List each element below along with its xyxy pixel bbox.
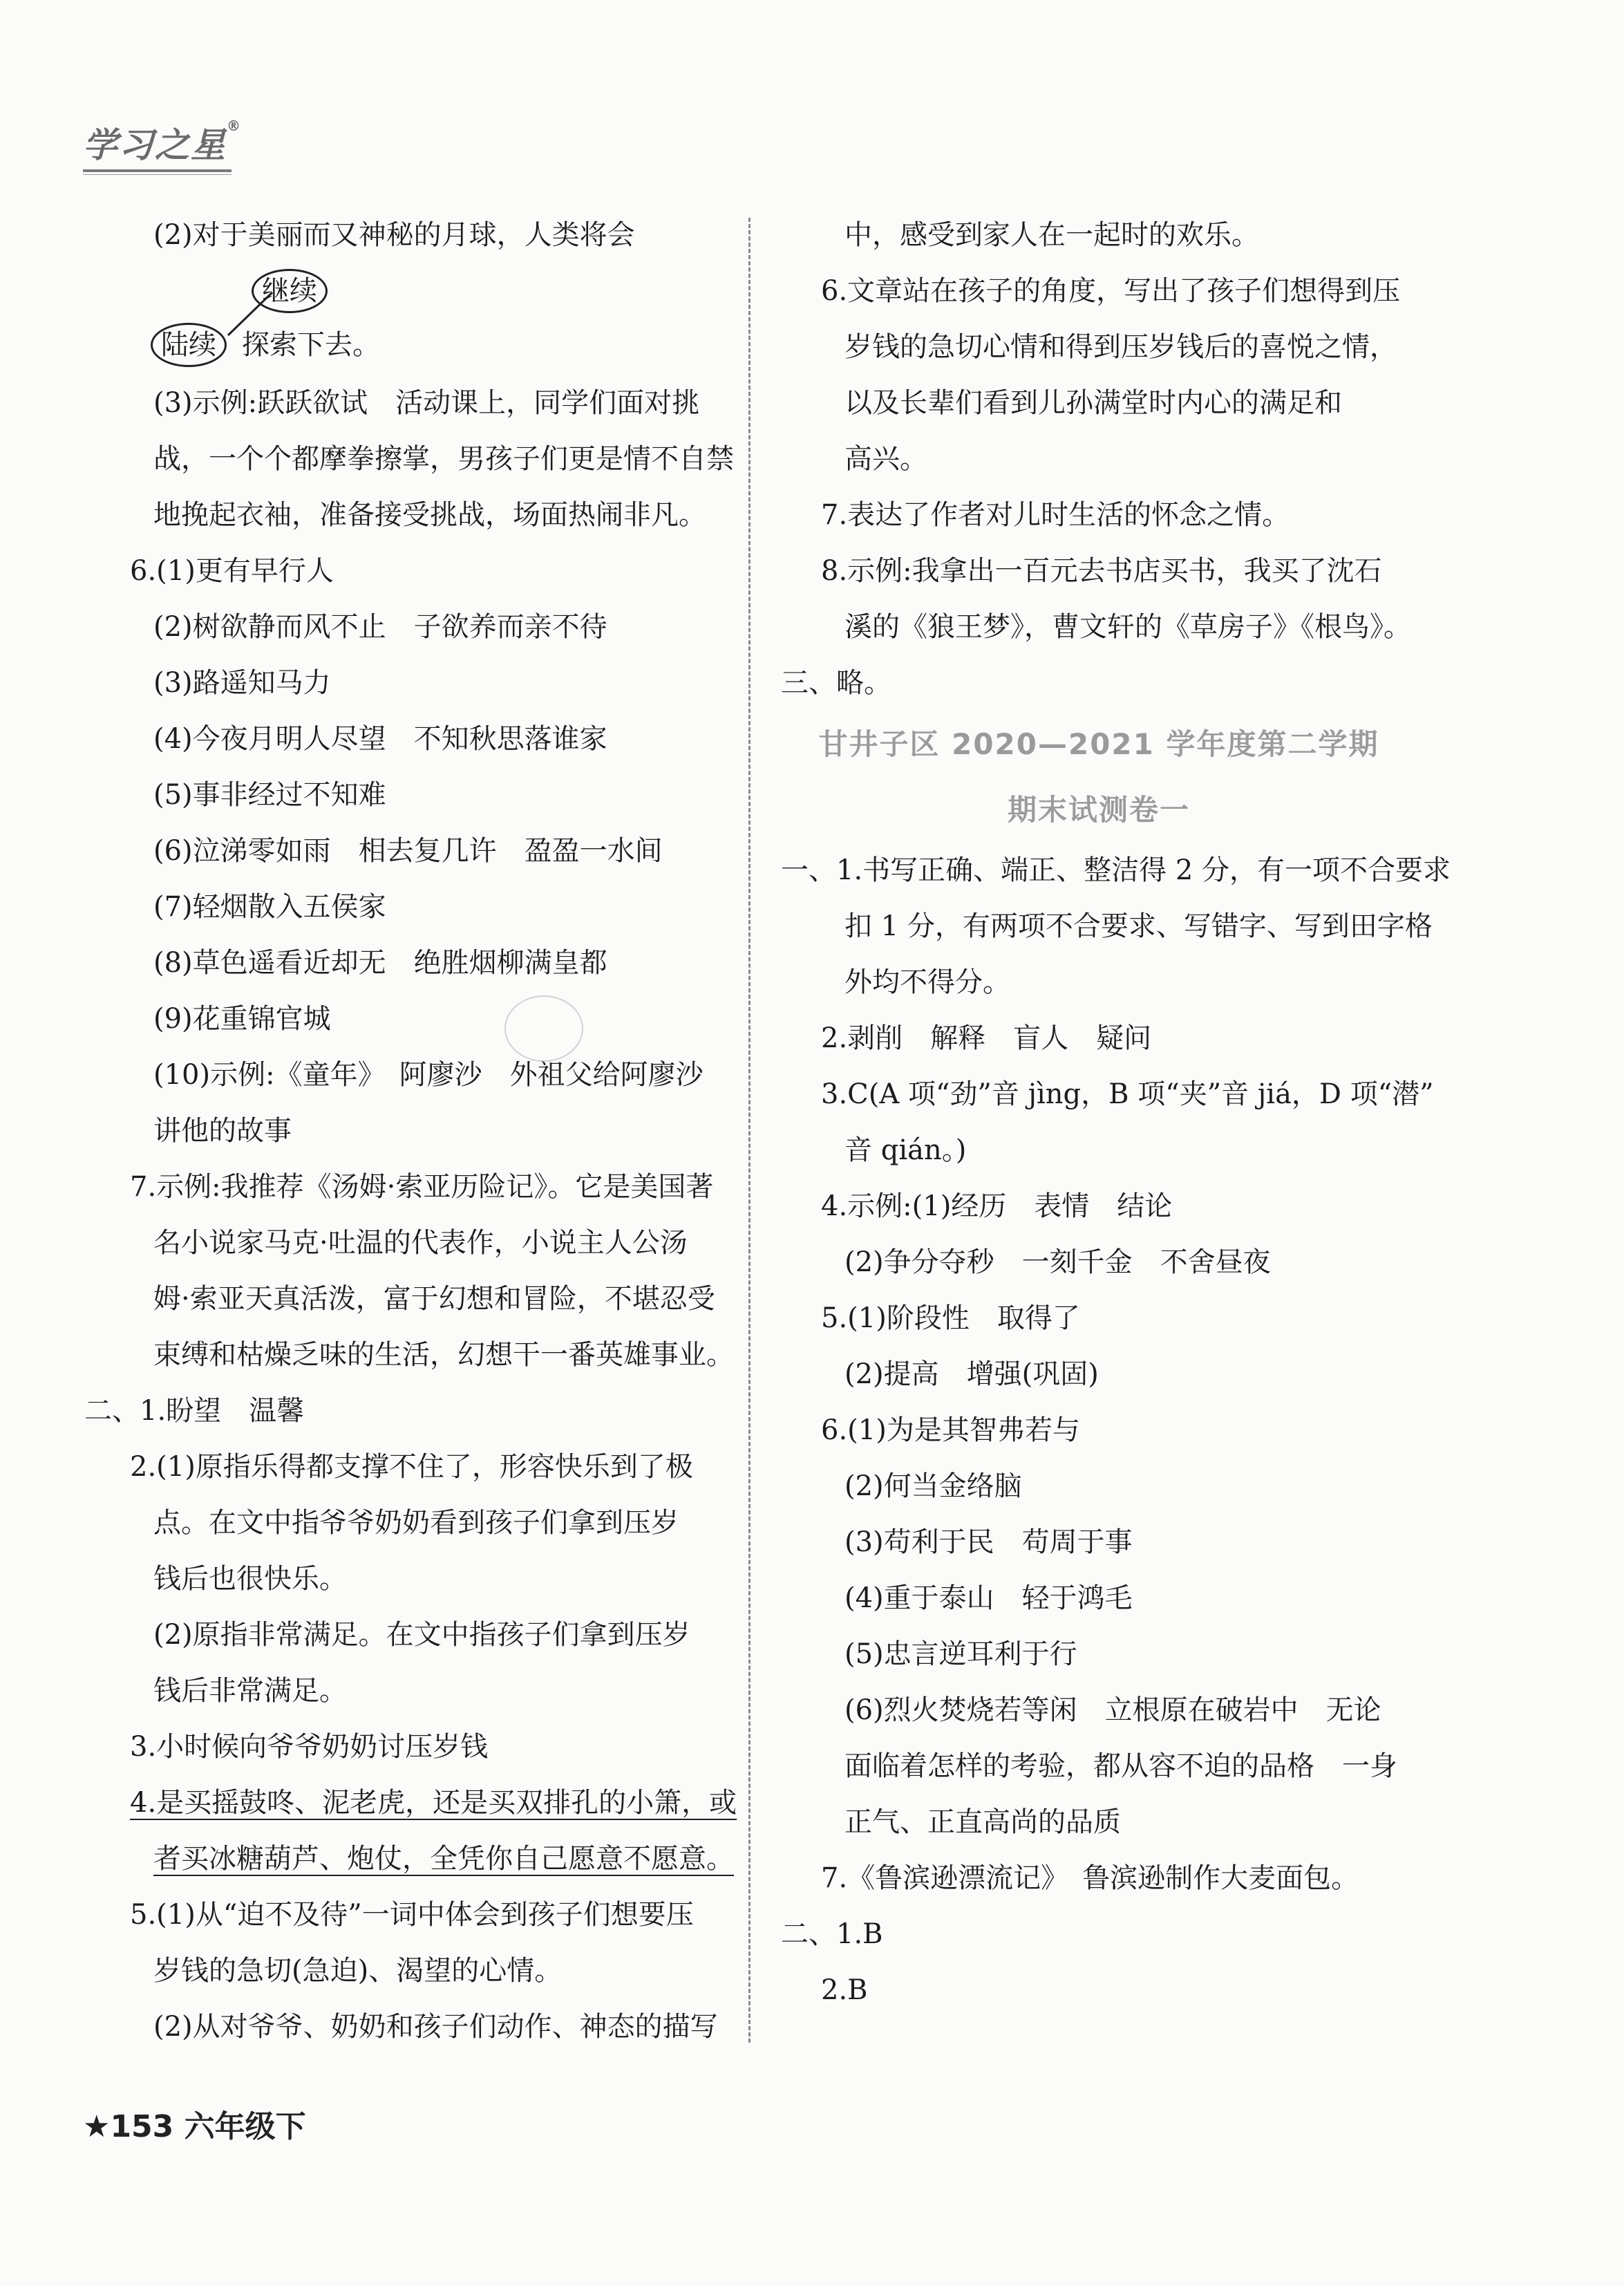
answer-line: 6.(1)更有早行人 (130, 555, 334, 587)
brand-logo: 学习之星® (83, 118, 242, 165)
answer-line: 中，感受到家人在一起时的欢乐。 (844, 219, 1259, 251)
answer-line: 7.表达了作者对儿时生活的怀念之情。 (821, 499, 1290, 531)
exam-title: 甘井子区 2020—2021 学年度第二学期 (818, 727, 1379, 761)
answer-line: 战，一个个都摩拳擦掌，男孩子们更是情不自禁 (153, 443, 734, 475)
word-choice-diagram (116, 263, 724, 375)
answer-line: 面临着怎样的考验，都从容不迫的品格 一身 (844, 1750, 1397, 1782)
answer-line: 点。在文中指爷爷奶奶看到孩子们拿到压岁 (153, 1507, 679, 1539)
answer-line: (6)烈火焚烧若等闲 立根原在破岩中 无论 (844, 1694, 1381, 1726)
answer-line: 6.(1)为是其智弗若与 (821, 1414, 1080, 1446)
section-heading: 三、略。 (781, 667, 891, 699)
answer-line: (2)争分夺秒 一刻千金 不舍昼夜 (844, 1246, 1271, 1278)
answer-line: (5)事非经过不知难 (153, 779, 386, 811)
answer-line: 讲他的故事 (153, 1115, 292, 1147)
answer-line: 5.(1)从“迫不及待”一词中体会到孩子们想要压 (130, 1899, 694, 1931)
answer-line: 钱后也很快乐。 (153, 1563, 347, 1595)
answer-line: 姆·索亚天真活泼，富于幻想和冒险，不堪忍受 (153, 1283, 715, 1315)
word-bubble-successively: 陆续 (151, 323, 227, 367)
watermark-stamp (504, 995, 583, 1062)
left-column (84, 207, 737, 2055)
answer-line: 4.示例:(1)经历 表情 结论 (821, 1190, 1173, 1222)
answer-line: (2)树欲静而风不止 子欲养而亲不待 (153, 611, 607, 643)
page-footer: ★153 六年级下 (83, 2109, 306, 2144)
underlined-answer-line: 4.是买摇鼓咚、泥老虎，还是买双排孔的小箫，或 (130, 1787, 737, 1819)
answer-line: 2.(1)原指乐得都支撑不住了，形容快乐到了极 (130, 1451, 693, 1483)
answer-line: 岁钱的急切心情和得到压岁钱后的喜悦之情， (844, 331, 1397, 363)
answer-line: (4)今夜月明人尽望 不知秋思落谁家 (153, 723, 607, 755)
answer-line: (3)苟利于民 苟周于事 (844, 1526, 1133, 1558)
answer-line: 正气、正直高尚的品质 (844, 1806, 1121, 1838)
section-heading: 二、1.B (781, 1918, 883, 1950)
answer-line: (2)对于美丽而又神秘的月球，人类将会 (153, 219, 635, 251)
answer-line: 束缚和枯燥乏味的生活，幻想干一番英雄事业。 (153, 1339, 734, 1371)
answer-line: (2)原指非常满足。在文中指孩子们拿到压岁 (153, 1619, 690, 1651)
answer-line: (2)从对爷爷、奶奶和孩子们动作、神态的描写 (153, 2011, 718, 2043)
answer-line: 2.B (821, 1974, 868, 2006)
word-bubble-continue: 继续 (252, 269, 328, 313)
answer-line: 7.《鲁滨逊漂流记》 鲁滨逊制作大麦面包。 (821, 1862, 1359, 1894)
answer-line: 以及长辈们看到儿孙满堂时内心的满足和 (844, 387, 1342, 419)
answer-line: 地挽起衣袖，准备接受挑战，场面热闹非凡。 (153, 499, 706, 531)
answer-line: 溪的《狼王梦》，曹文轩的《草房子》《根鸟》。 (844, 611, 1411, 643)
answer-line: (10)示例:《童年》 阿廖沙 外祖父给阿廖沙 (153, 1059, 704, 1091)
answer-line: (2)提高 增强(巩固) (844, 1358, 1099, 1390)
column-divider (748, 218, 750, 2043)
exam-subtitle: 期末试测卷一 (1007, 793, 1190, 827)
answer-line: (3)路遥知马力 (153, 667, 331, 699)
answer-line: 名小说家马克·吐温的代表作，小说主人公汤 (153, 1227, 688, 1259)
answer-line: 7.示例:我推荐《汤姆·索亚历险记》。它是美国著 (130, 1171, 714, 1203)
answer-line: 5.(1)阶段性 取得了 (821, 1302, 1080, 1334)
answer-line: (3)示例:跃跃欲试 活动课上，同学们面对挑 (153, 387, 700, 419)
answer-line: (4)重于泰山 轻于鸿毛 (844, 1582, 1133, 1614)
answer-line: 外均不得分。 (844, 966, 1010, 998)
answer-line: 扣 1 分，有两项不合要求、写错字、写到田字格 (844, 910, 1433, 942)
right-column (781, 207, 1451, 2018)
answer-line: 岁钱的急切(急迫)、渴望的心情。 (153, 1955, 563, 1987)
answer-line: 钱后非常满足。 (153, 1675, 347, 1707)
answer-line: 高兴。 (844, 443, 927, 475)
answer-line: (2)何当金络脑 (844, 1470, 1022, 1502)
answer-line: 8.示例:我拿出一百元去书店买书，我买了沈石 (821, 555, 1382, 587)
answer-line: 3.小时候向爷爷奶奶讨压岁钱 (130, 1731, 489, 1763)
answer-line: (9)花重锦官城 (153, 1003, 331, 1035)
answer-line: 音 qián。) (844, 1134, 967, 1166)
answer-line: 一、1.书写正确、端正、整洁得 2 分，有一项不合要求 (781, 854, 1451, 886)
underlined-answer-line: 者买冰糖葫芦、炮仗，全凭你自己愿意不愿意。 (153, 1843, 734, 1875)
header-rule (83, 169, 232, 172)
answer-line: (7)轻烟散入五侯家 (153, 891, 386, 923)
answer-line: 6.文章站在孩子的角度，写出了孩子们想得到压 (821, 275, 1401, 307)
answer-line: (6)泣涕零如雨 相去复几许 盈盈一水间 (153, 835, 663, 867)
section-heading: 二、1.盼望 温馨 (84, 1395, 305, 1427)
answer-text: 探索下去。 (242, 329, 380, 361)
header-rule-thin (83, 174, 232, 175)
answer-line: 2.剥削 解释 盲人 疑问 (821, 1022, 1152, 1054)
answer-line: (8)草色遥看近却无 绝胜烟柳满皇都 (153, 947, 607, 979)
answer-line: 3.C(A 项“劲”音 jìng，B 项“夹”音 jiá，D 项“潜” (821, 1078, 1434, 1110)
answer-line: (5)忠言逆耳利于行 (844, 1638, 1077, 1670)
